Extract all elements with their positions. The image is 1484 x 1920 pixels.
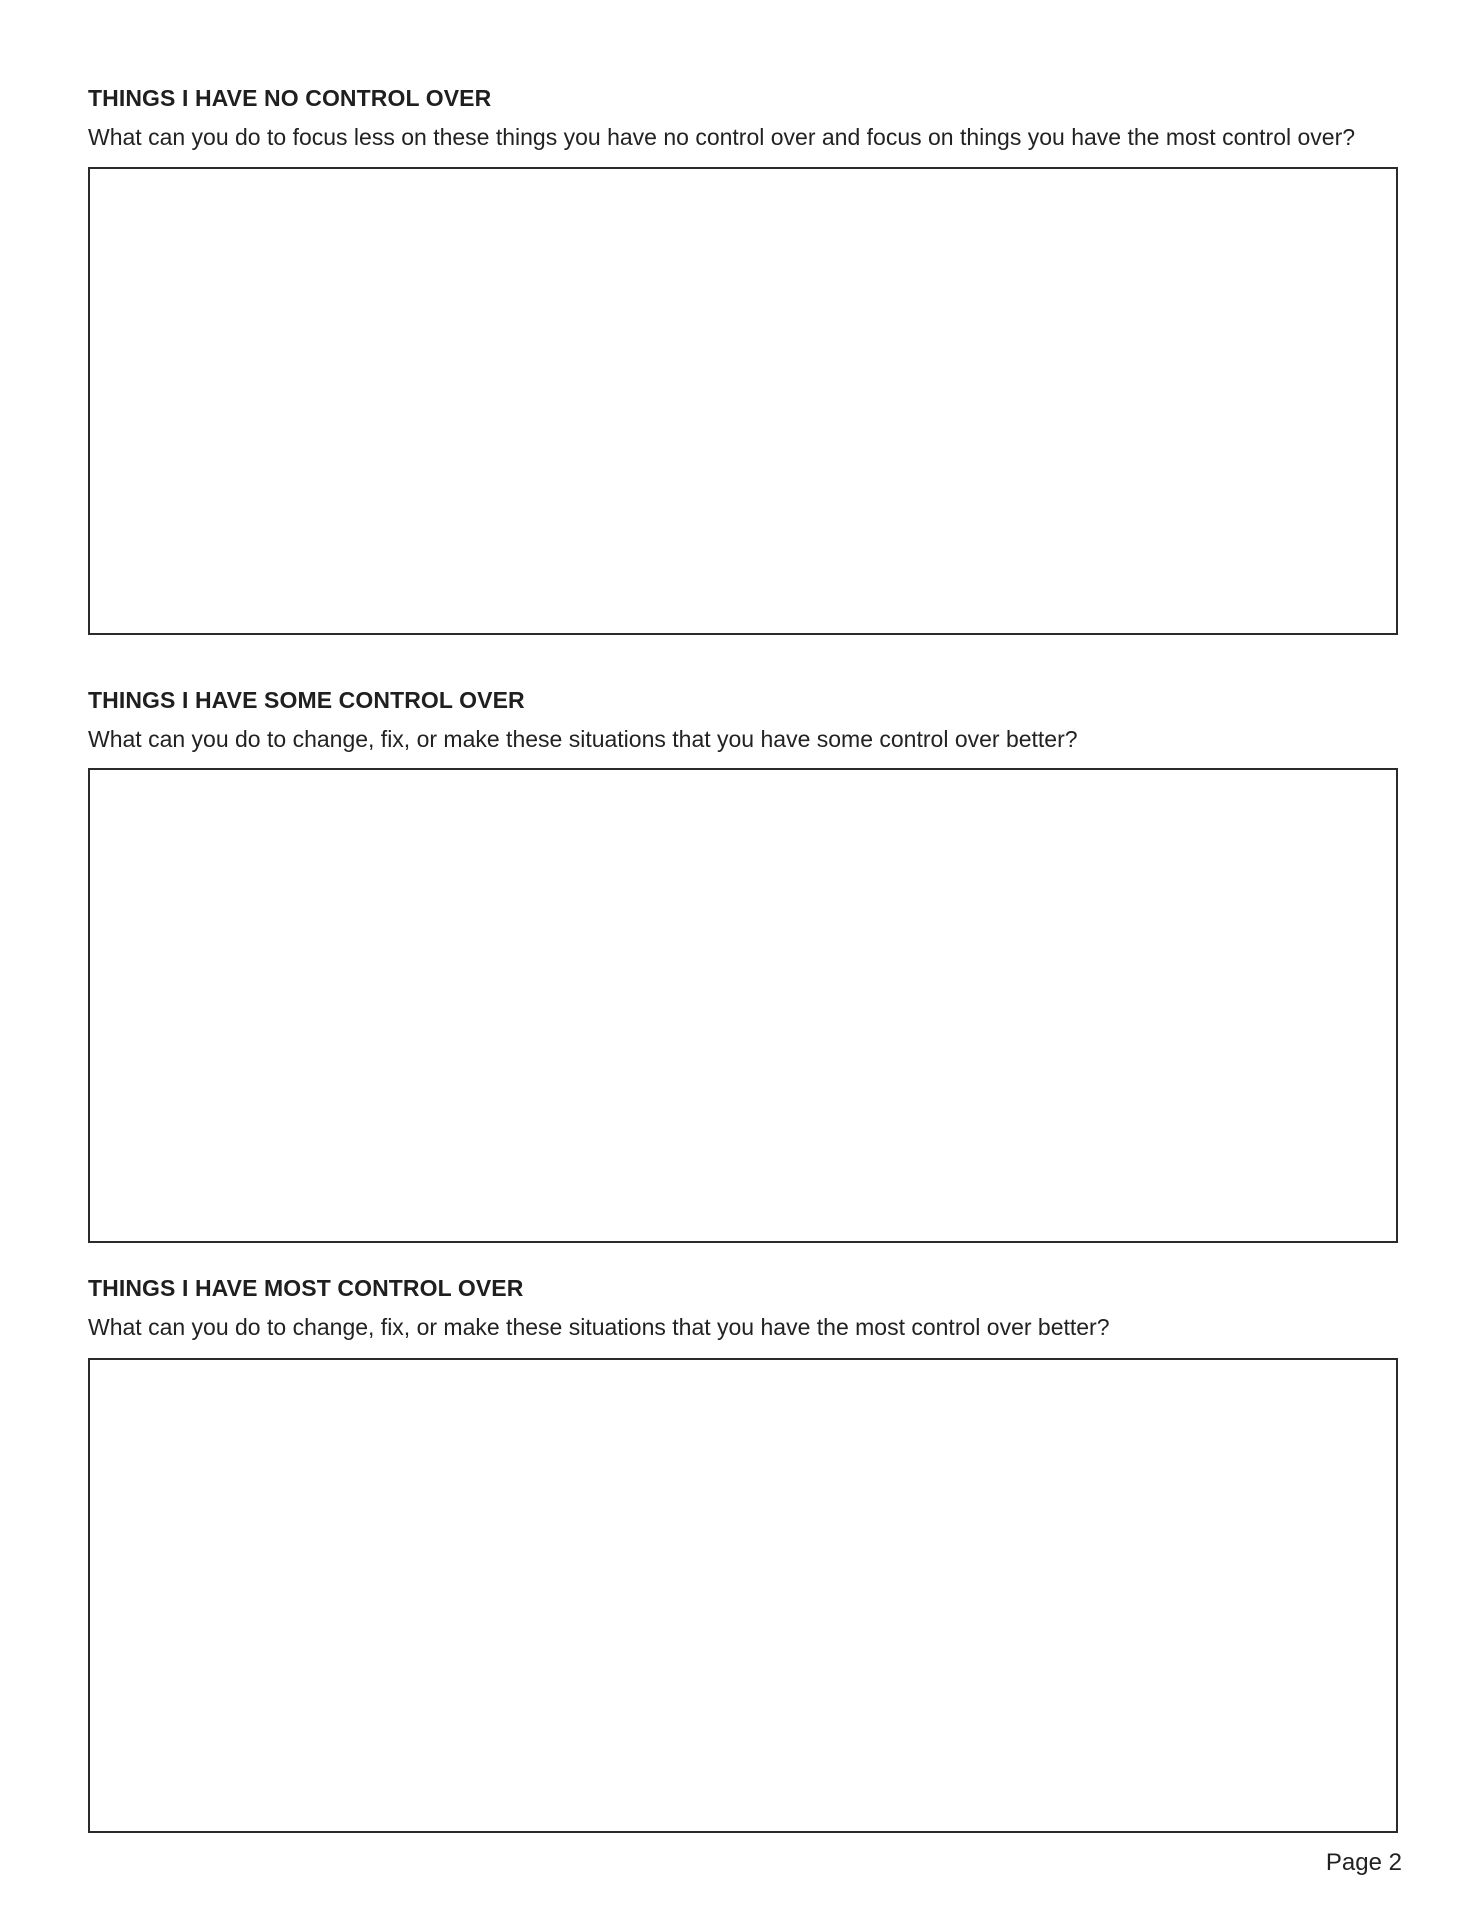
page-number: Page 2 <box>1325 1849 1402 1876</box>
section-no-control <box>88 84 1398 151</box>
section-title: THINGS I HAVE NO CONTROL OVER <box>88 85 492 111</box>
section-title: THINGS I HAVE SOME CONTROL OVER <box>88 687 525 713</box>
section-title: THINGS I HAVE MOST CONTROL OVER <box>88 1275 524 1301</box>
section-some-control <box>88 686 1398 753</box>
section-question: What can you do to change, fix, or make these situations that you have some control over better? <box>88 726 1078 752</box>
section-question: What can you do to change, fix, or make these situations that you have the most control over better? <box>88 1314 1110 1340</box>
answer-box-no-control[interactable] <box>88 167 1398 635</box>
answer-box-most-control[interactable] <box>88 1358 1398 1833</box>
section-most-control <box>88 1274 1398 1341</box>
section-question: What can you do to focus less on these things you have no control over and focus on things you have the most control over? <box>88 124 1356 150</box>
answer-box-some-control[interactable] <box>88 768 1398 1243</box>
